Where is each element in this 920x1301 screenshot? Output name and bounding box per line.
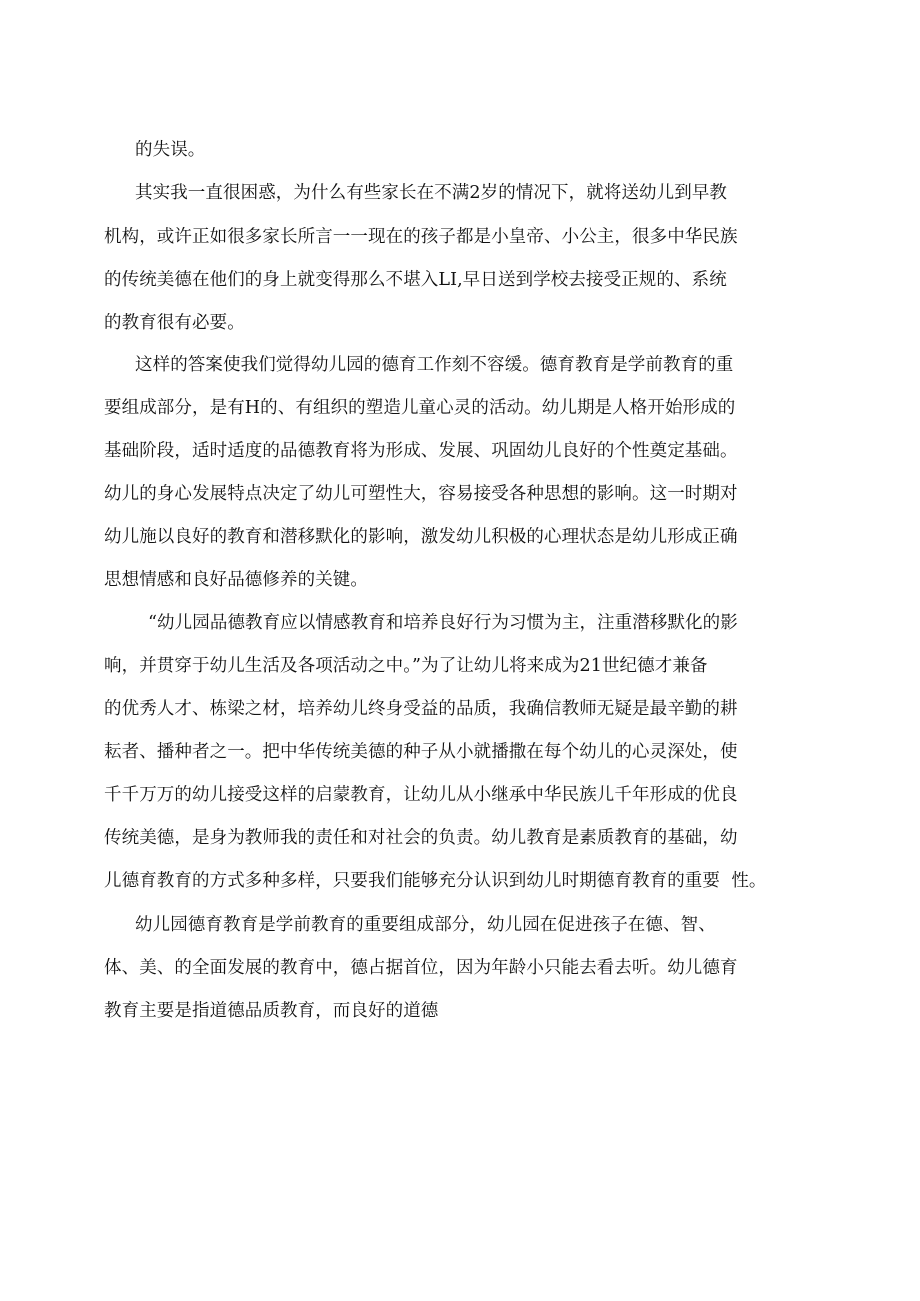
text-line: 的教育很有必要。 [104,313,245,333]
text-line: 幼儿园德育教育是学前教育的重要组成部分，幼儿园在促进孩子在德、智、 [135,915,716,935]
text-line: 体、美、的全面发展的教育中，德占据首位，因为年龄小只能去看去听。幼儿德育 [104,958,738,978]
text-line: 的优秀人才、栋梁之材，培养幼儿终身受益的品质，我确信教师无疑是最辛勤的耕 [104,699,738,719]
text-line: 要组成部分，是有H的、有组织的塑造儿童心灵的活动。幼儿期是人格开始形成的 [104,398,736,418]
text-line: 幼儿施以良好的教育和潜移默化的影响，激发幼儿积极的心理状态是幼儿形成正确 [104,527,738,547]
text-line: 这样的答案使我们觉得幼儿园的德育工作刻不容缓。德育教育是学前教育的重 [135,355,734,375]
text-line: 千千万万的幼儿接受这样的启蒙教育，让幼儿从小继承中华民族儿千年形成的优良 [104,785,738,805]
text-line: 思想情感和良好品德修养的关键。 [104,570,368,590]
text-line: 儿德育教育的方式多种多样，只要我们能够充分认识到幼儿时期德育教育的重要 性。 [104,871,767,891]
text-line: 的传统美德在他们的身上就变得那么不堪入LI,早日送到学校去接受正规的、系统 [104,270,727,290]
text-line: 其实我一直很困惑，为什么有些家长在不满2岁的情况下，就将送幼儿到早教 [135,183,728,203]
text-line: “幼儿园品德教育应以情感教育和培养良好行为习惯为主，注重潜移默化的影 [148,613,738,633]
text-line: 教育主要是指道德品质教育，而良好的道德 [104,1001,439,1021]
text-line: 幼儿的身心发展特点决定了幼儿可塑性大，容易接受各种思想的影响。这一时期对 [104,484,738,504]
text-line: 的失误。 [135,140,206,160]
text-line: 耘者、播种者之一。把中华传统美德的种子从小就播撒在每个幼儿的心灵深处，使 [104,742,738,762]
text-line: 基础阶段，适时适度的品德教育将为形成、发展、巩固幼儿良好的个性奠定基础。 [104,441,738,461]
text-line: 传统美德，是身为教师我的责任和对社会的负责。幼儿教育是素质教育的基础，幼 [104,828,738,848]
text-line: 响，并贯穿于幼儿生活及各项活动之中。”为了让幼儿将来成为21世纪德才兼备 [104,656,708,676]
text-line: 机构，或许正如很多家长所言一一现在的孩子都是小皇帝、小公主，很多中华民族 [104,227,738,247]
